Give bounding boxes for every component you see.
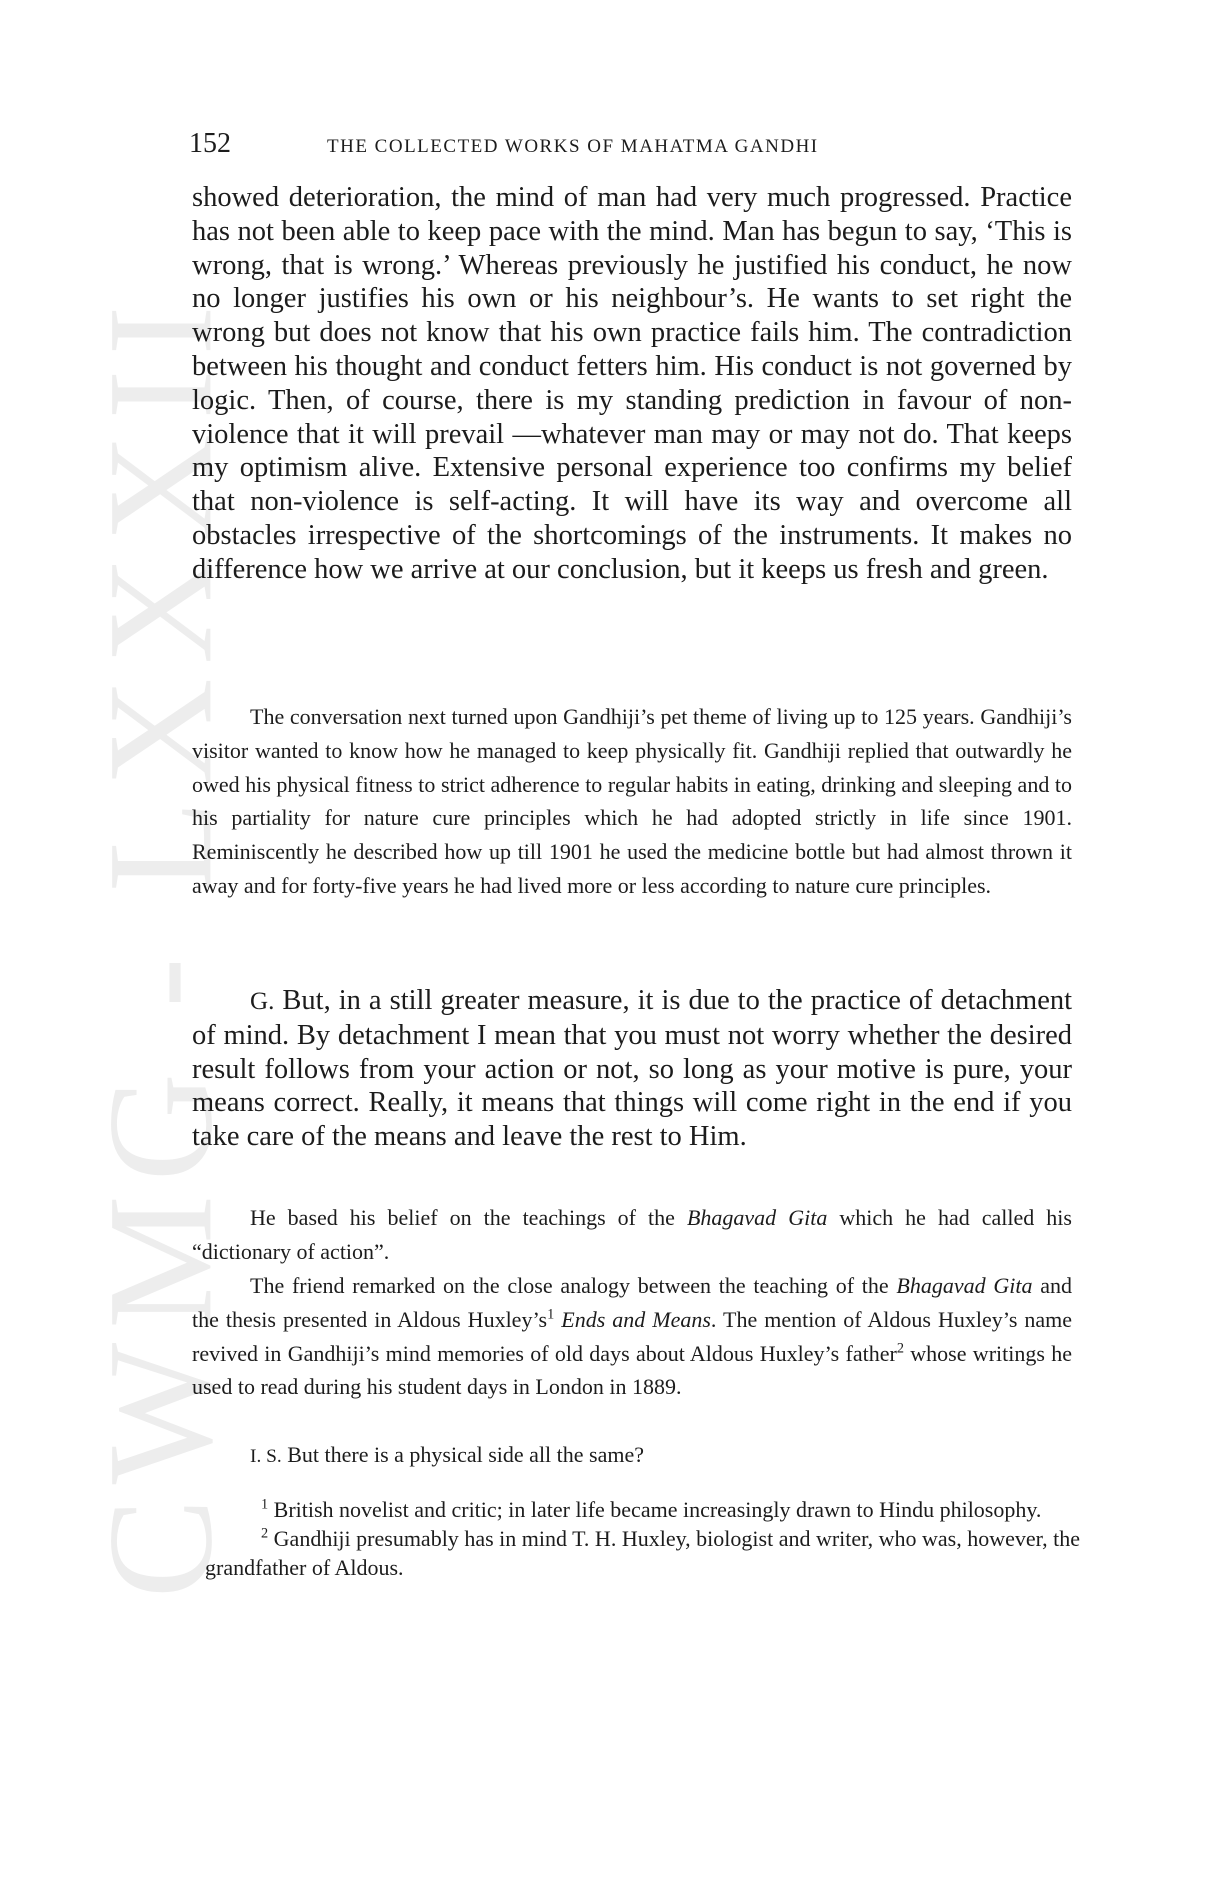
page-number: 152 — [189, 128, 231, 159]
body-paragraph-2 — [192, 700, 1072, 903]
paragraph-text: showed deterioration, the mind of man had very much progressed. Practice has not been able to keep pace with the mind. Man has begun to say, ‘This is wrong, that is wrong.’ Whereas previously he justified his conduct, he now no longer justifies his own or his neighbour’s. He wants to set right the wrong but does not know that his own practice fails him. The contradiction between his thought and conduct fetters him. His conduct is not governed by logic. Then, of course, there is my standing prediction in favour of non-violence that it will prevail —whatever man may or may not do. That keeps my optimism alive. Extensive personal experience too confirms my belief that non-violence is self-acting. It will have its way and overcome all obstacles irrespective of the shortcomings of the instruments. It makes no difference how we arrive at our conclusion, but it keeps us fresh and green. — [192, 182, 1072, 585]
text-run: whose writings he used to read during his student days in London in 1889. — [192, 1340, 1072, 1400]
text-run: . The mention of Aldous Huxley’s name revived in Gandhiji’s mind memories of old days about Aldous Huxley’s father — [192, 1306, 1073, 1366]
footnote-marker: 1 — [261, 1496, 269, 1513]
body-paragraph-5 — [192, 1269, 1072, 1404]
body-paragraph-3 — [192, 984, 1072, 1154]
footnote-ref-1[interactable]: 1 — [547, 1306, 555, 1323]
book-title: Bhagavad Gita — [686, 1205, 828, 1230]
book-title: Bhagavad Gita — [896, 1273, 1033, 1298]
paragraph-text — [192, 1201, 1072, 1269]
text-run: and the thesis presented in Aldous Huxley’s — [192, 1273, 1072, 1332]
paragraph-text — [192, 1269, 1072, 1404]
watermark-text: CWMG - LXXXII — [77, 291, 243, 1599]
body-paragraph-6 — [192, 1438, 1072, 1474]
book-title: Ends and Means — [561, 1306, 711, 1332]
speaker-label: I. S. — [250, 1446, 282, 1467]
paragraph-text — [192, 984, 1072, 1154]
speech-text: But there is a physical side all the same? — [287, 1442, 645, 1467]
page-header — [189, 128, 1079, 160]
text-run: which he had called his “dictionary of action”. — [192, 1205, 1072, 1264]
footnote-2 — [205, 1524, 1080, 1582]
body-paragraph-4 — [192, 1201, 1072, 1269]
paragraph-text: The conversation next turned upon Gandhiji’s pet theme of living up to 125 years. Gandhiji’s visitor wanted to know how he managed to keep physically fit. Gandhiji replied that outwardly he owed his physical fitness to strict adherence to regular habits in eating, drinking and sleeping and to his partiality for nature cure principles which he had adopted strictly in life since 1901. Reminiscently he described how up till 1901 he used the medicine bottle but had almost thrown it away and for forty-five years he had lived more or less according to nature cure principles. — [192, 704, 1072, 898]
footnote-text: British novelist and critic; in later life became increasingly drawn to Hindu philosophy. — [273, 1497, 1042, 1522]
footnote-1 — [205, 1495, 1080, 1524]
footnote-ref-2[interactable]: 2 — [896, 1340, 904, 1357]
running-head: THE COLLECTED WORKS OF MAHATMA GANDHI — [327, 136, 819, 157]
text-run: The friend remarked on the close analogy between the teaching of the — [250, 1273, 897, 1298]
text-run: He based his belief on the teachings of the — [250, 1205, 687, 1230]
footnote-text: Gandhiji presumably has in mind T. H. Huxley, biologist and writer, who was, however, the grandfather of Aldous. — [205, 1526, 1080, 1580]
footnote-marker: 2 — [261, 1525, 269, 1542]
speaker-label: G. — [250, 988, 275, 1015]
footnotes — [205, 1495, 1080, 1582]
speech-text: But, in a still greater measure, it is due to the practice of detachment of mind. By detachment I mean that you must not worry whether the desired result follows from your action or not, so long as your motive is pure, your means correct. Really, it means that things will come right in the end if you take care of the means and leave the rest to Him. — [192, 985, 1073, 1153]
body-paragraph-1 — [192, 181, 1072, 587]
paragraph-text — [192, 1438, 1072, 1474]
